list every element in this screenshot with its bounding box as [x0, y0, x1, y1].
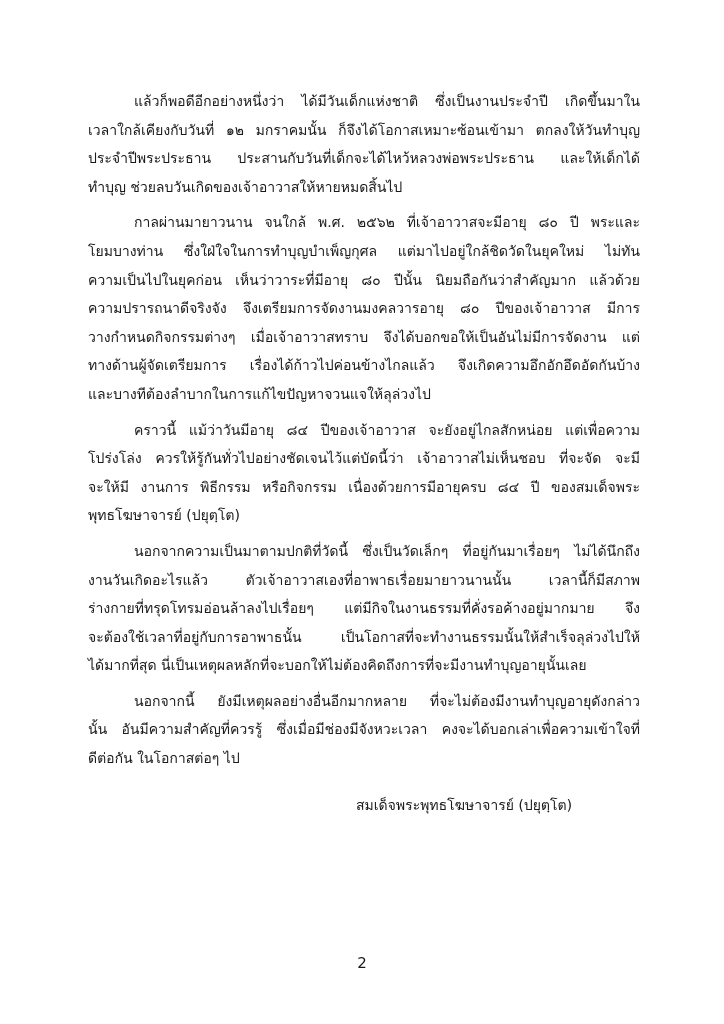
paragraph-line: วางกำหนดกิจกรรมต่างๆ เมื่อเจ้าอาวาสทราบ จึงได้บอกขอให้เป็นอันไม่มีการจัดงาน แต่: [88, 329, 640, 346]
paragraph-4: [88, 538, 640, 681]
paragraph-line: ดีต่อกัน ในโอกาสต่อๆ ไป: [88, 751, 240, 768]
paragraph-line: ทางด้านผู้จัดเตรียมการ เรื่องได้ก้าวไปค่อนข้างไกลแล้ว จึงเกิดความอึกอักอึดอัดกันบ้าง: [88, 358, 640, 375]
paragraph-2: [88, 209, 640, 409]
paragraph-5: [88, 688, 640, 774]
paragraph-line: ประจำปีพระประธาน ประสานกับวันที่เด็กจะได้ไหว้หลวงพ่อพระประธาน และให้เด็กได้: [88, 151, 640, 168]
paragraph-line: โยมบางท่าน ซึ่งใฝ่ใจในการทำบุญบำเพ็ญกุศล แต่มาไปอยู่ใกล้ชิดวัดในยุคใหม่ ไม่ทัน: [88, 243, 640, 260]
paragraph-line: งานวันเกิดอะไรแล้ว ตัวเจ้าอาวาสเองที่อาพาธเรื่อยมายาวนานนั้น เวลานี้ก็มีสภาพ: [88, 572, 640, 589]
paragraph-1: [88, 88, 640, 202]
paragraph-line: ร่างกายที่ทรุดโทรมอ่อนล้าลงไปเรื่อยๆ แต่มีกิจในงานธรรมที่คั่งรอค้างอยู่มากมาย จึง: [88, 601, 640, 618]
signature: สมเด็จพระพุทธโฆษาจารย์ (ปยุตฺโต): [356, 798, 573, 814]
paragraph-line: ได้มากที่สุด นี่เป็นเหตุผลหลักที่จะบอกให้ไม่ต้องคิดถึงการที่จะมีงานทำบุญอายุนั้นเลย: [88, 658, 587, 675]
paragraph-line: เวลาใกล้เคียงกับวันที่ ๑๒ มกราคมนั้น ก็จึงได้โอกาสเหมาะซ้อนเข้ามา ตกลงให้วันทำบุญ: [88, 122, 640, 139]
paragraph-line: นอกจากความเป็นมาตามปกติที่วัดนี้ ซึ่งเป็นวัดเล็กๆ ที่อยู่กันมาเรื่อยๆ ไม่ได้นึกถึง: [134, 543, 640, 560]
paragraph-line: กาลผ่านมายาวนาน จนใกล้ พ.ศ. ๒๕๖๒ ที่เจ้าอาวาสจะมีอายุ ๘๐ ปี พระและ: [134, 215, 640, 232]
paragraph-line: ความเป็นไปในยุคก่อน เห็นว่าวาระที่มีอายุ ๘๐ ปีนั้น นิยมถือกันว่าสำคัญมาก แล้วด้วย: [88, 272, 640, 289]
paragraph-3: [88, 417, 640, 531]
paragraph-line: จะให้มี งานการ พิธีกรรม หรือกิจกรรม เนื่องด้วยการมีอายุครบ ๘๔ ปี ของสมเด็จพระ: [88, 479, 640, 496]
paragraph-line: จะต้องใช้เวลาที่อยู่กับการอาพาธนั้น เป็นโอกาสที่จะทำงานธรรมนั้นให้สำเร็จลุล่วงไปให้: [88, 629, 640, 646]
paragraph-line: นอกจากนี้ ยังมีเหตุผลอย่างอื่นอีกมากหลาย ที่จะไม่ต้องมีงานทำบุญอายุดังกล่าว: [134, 693, 640, 710]
paragraph-line: แล้วก็พอดีอีกอย่างหนึ่งว่า ได้มีวันเด็กแห่งชาติ ซึ่งเป็นงานประจำปี เกิดขึ้นมาใน: [134, 94, 640, 110]
paragraph-line: พุทธโฆษาจารย์ (ปยุตฺโต): [88, 508, 240, 525]
page-number: 2: [357, 954, 367, 972]
paragraph-line: คราวนี้ แม้ว่าวันมีอายุ ๘๔ ปีของเจ้าอาวาส จะยังอยู่ไกลสักหน่อย แต่เพื่อความ: [134, 422, 640, 439]
paragraph-line: และบางทีต้องลำบากในการแก้ไขปัญหาจวนแจให้ลุล่วงไป: [88, 386, 431, 403]
document-body: [88, 88, 640, 781]
paragraph-line: ทำบุญ ช่วยลบวันเกิดของเจ้าอาวาสให้หายหมดสิ้นไป: [88, 179, 403, 196]
paragraph-line: นั้น อันมีความสำคัญที่ควรรู้ ซึ่งเมื่อมีช่องมีจังหวะเวลา คงจะได้บอกเล่าเพื่อความเข้าใจที่: [88, 722, 640, 739]
paragraph-line: ความปรารถนาดีจริงจัง จึงเตรียมการจัดงานมงคลวารอายุ ๘๐ ปีของเจ้าอาวาส มีการ: [88, 301, 640, 318]
paragraph-line: โปร่งโล่ง ควรให้รู้กันทั่วไปอย่างชัดเจนไว้แต่บัดนี้ว่า เจ้าอาวาสไม่เห็นชอบ ที่จะจัด จะมี: [88, 451, 640, 468]
